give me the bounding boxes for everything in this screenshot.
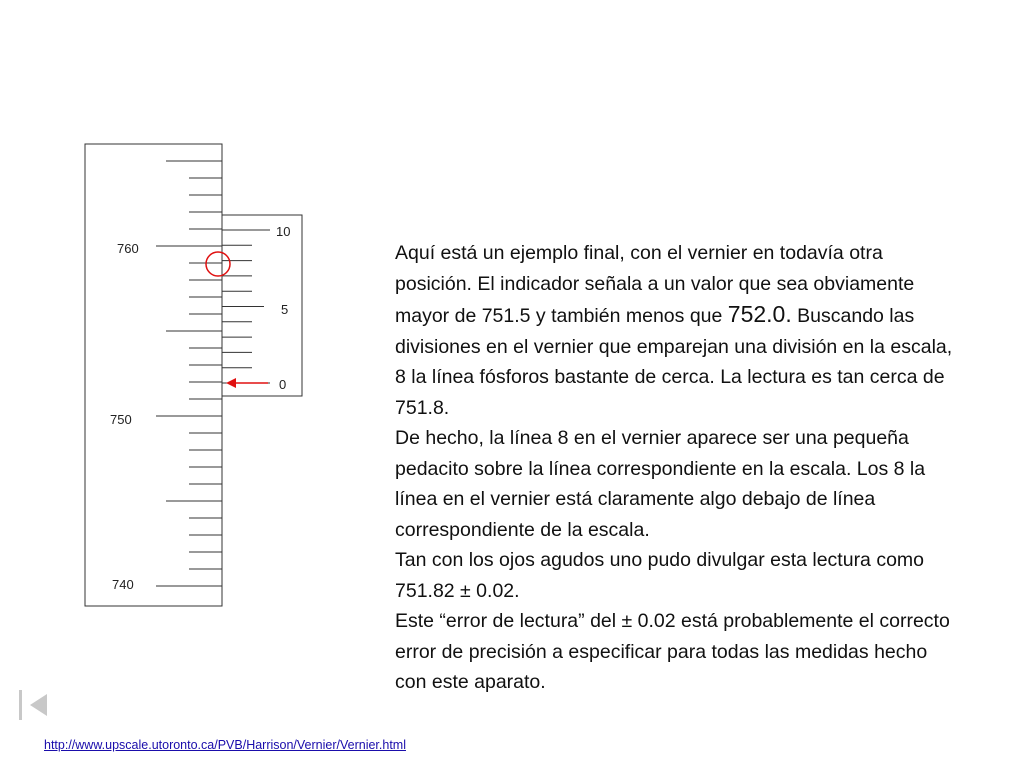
paragraph-1-part-1: Aquí está un ejemplo final, con el vernier en todavía otra posición. El indicador señala a un valor que sea obviamente mayor de 751.5 y también menos que [395, 242, 915, 327]
vernier-label-0: 0 [279, 377, 287, 392]
skip-to-start-icon [17, 688, 51, 724]
paragraph-1 [395, 238, 955, 423]
main-scale-label-750: 750 [110, 412, 132, 427]
main-scale-body [85, 144, 222, 606]
paragraph-1-part-2: Buscando las divisiones en el vernier que emparejan una división en la escala, 8 la línea fósforos bastante de cerca. La lectura es tan cerca de 751.8. [395, 305, 953, 419]
vernier-label-5: 5 [281, 302, 289, 317]
main-scale-label-760: 760 [117, 241, 139, 256]
vernier-diagram [0, 0, 400, 640]
source-link[interactable]: http://www.upscale.utoronto.ca/PVB/Harrison/Vernier/Vernier.html [44, 738, 406, 752]
paragraph-4: Este “error de lectura” del ± 0.02 está probablemente el correcto error de precisión a especificar para todas las medidas hecho con este aparato. [395, 610, 950, 693]
vernier-label-10: 10 [276, 224, 291, 239]
vernier-body [222, 215, 302, 396]
first-slide-button[interactable] [17, 688, 51, 724]
paragraph-3: Tan con los ojos agudos uno pudo divulgar esta lectura como 751.82 ± 0.02. [395, 549, 925, 602]
paragraph-2: De hecho, la línea 8 en el vernier aparece ser una pequeña pedacito sobre la línea correspondiente en la escala. Los 8 la línea en el vernier está claramente algo debajo de línea correspondiente de la escala. [395, 427, 926, 541]
paragraph-1-value: 752.0. [727, 301, 792, 327]
explanation-text [395, 238, 955, 698]
main-scale-label-740: 740 [112, 577, 134, 592]
